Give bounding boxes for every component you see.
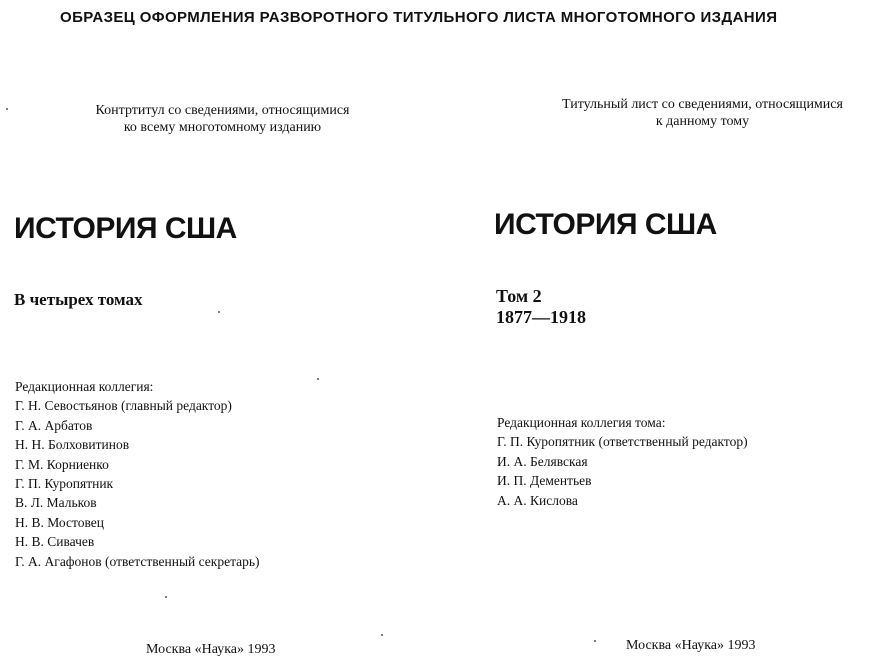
right-imprint: Москва «Наука» 1993 <box>626 638 756 653</box>
scan-speck <box>165 596 167 598</box>
left-caption <box>60 102 385 136</box>
page-header: ОБРАЗЕЦ ОФОРМЛЕНИЯ РАЗВОРОТНОГО ТИТУЛЬНОГО ЛИСТА МНОГОТОМНОГО ИЗДАНИЯ <box>60 9 778 26</box>
left-board-heading: Редакционная коллегия: <box>15 379 154 394</box>
left-board-member: Г. А. Агафонов (ответственный секретарь) <box>15 553 260 569</box>
left-imprint: Москва «Наука» 1993 <box>146 642 276 657</box>
right-board-member: И. А. Белявская <box>497 453 588 469</box>
right-volume-block <box>496 286 586 328</box>
right-board-member: И. П. Дементьев <box>497 473 592 489</box>
left-subtitle: В четырех томах <box>14 290 143 309</box>
right-board-heading: Редакционная коллегия тома: <box>497 415 666 430</box>
scan-speck <box>6 108 8 110</box>
left-board-member: Н. В. Мостовец <box>15 514 104 530</box>
right-caption-line-2: к данному тому <box>655 114 750 129</box>
right-title: ИСТОРИЯ США <box>494 208 717 241</box>
right-caption <box>525 96 880 130</box>
left-caption-line-1: Контртитул со сведениями, относящимися <box>95 103 350 118</box>
scan-speck <box>218 311 220 313</box>
left-board-member: В. Л. Мальков <box>15 495 97 511</box>
left-caption-line-2: ко всему многотомному изданию <box>123 120 322 135</box>
left-title: ИСТОРИЯ США <box>14 212 237 245</box>
left-board-member: Г. П. Куропятник <box>15 476 114 492</box>
scan-speck <box>317 378 319 380</box>
left-editorial-board <box>15 377 260 571</box>
left-board-member: Г. Н. Севостьянов (главный редактор) <box>15 398 232 414</box>
left-board-member: Н. Н. Болховитинов <box>15 437 130 453</box>
left-board-member: Г. А. Арбатов <box>15 417 93 433</box>
right-years: 1877—1918 <box>496 307 586 327</box>
right-board-member: Г. П. Куропятник (ответственный редактор) <box>497 434 748 450</box>
right-editorial-board <box>497 413 748 510</box>
right-board-member: А. А. Кислова <box>497 492 578 508</box>
right-caption-line-1: Титульный лист со сведениями, относящимися <box>562 97 843 112</box>
scan-speck <box>594 640 596 642</box>
left-board-member: Н. В. Сивачев <box>15 534 95 550</box>
right-volume: Том 2 <box>496 286 542 306</box>
scan-speck <box>381 634 383 636</box>
left-board-member: Г. М. Корниенко <box>15 456 109 472</box>
